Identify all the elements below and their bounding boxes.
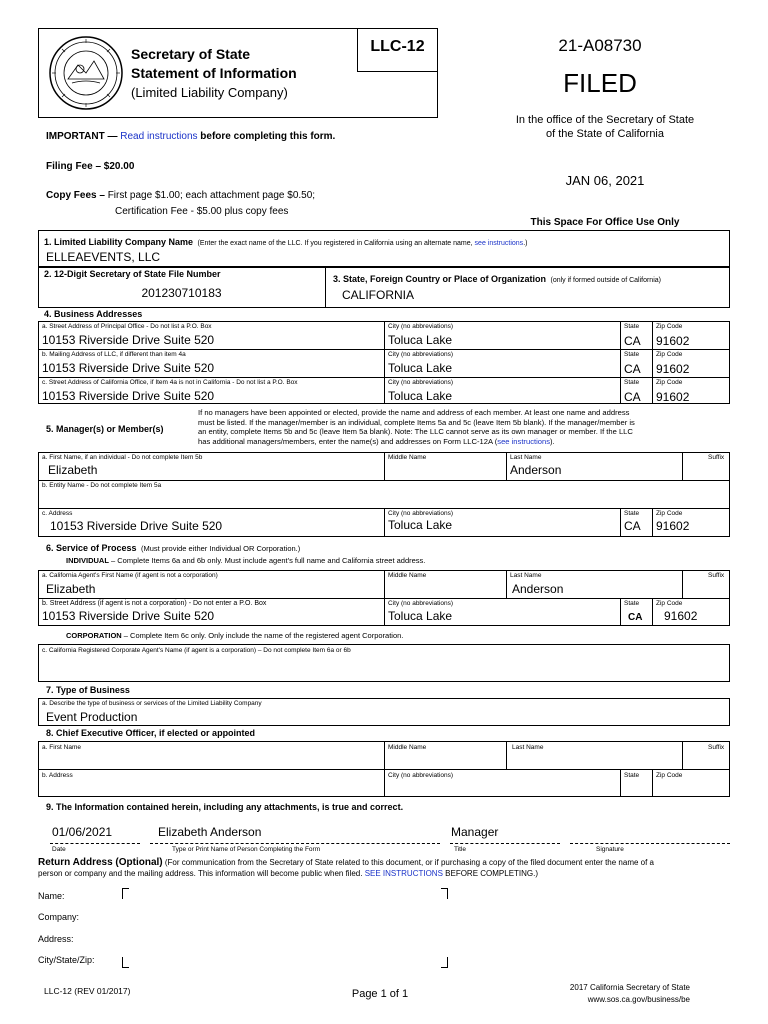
important-prefix: IMPORTANT — [46, 131, 121, 142]
return-address-label: Address: [38, 934, 74, 944]
s5c-city-label: City (no abbreviations) [388, 510, 454, 517]
s8-label: 8. Chief Executive Officer, if elected or appointed [46, 728, 256, 738]
s6-corporation-line [66, 631, 403, 640]
s6a-last-label: Last Name [510, 572, 542, 579]
s6a-first-label: a. California Agent's First Name (if agent is not a corporation) [42, 572, 218, 579]
copy-fees-line2: Certification Fee - $5.00 plus copy fees [115, 206, 289, 217]
s5a-suffix-label: Suffix [708, 454, 725, 461]
document-number: 21-A08730 [558, 36, 642, 55]
important-suffix: before completing this form. [197, 131, 336, 142]
section-1-label [44, 232, 527, 250]
s5-desc-1: If no managers have been appointed or elected, provide the name and address of each member. At least one name and address [198, 408, 630, 417]
s5a-first-field[interactable]: Elizabeth [48, 463, 98, 477]
file-number-field[interactable]: 201230710183 [141, 286, 222, 300]
s6b-zip-label: Zip Code [656, 600, 683, 607]
llc-name-field[interactable]: ELLEAEVENTS, LLC [46, 250, 161, 264]
s4b-zip-field[interactable]: 91602 [656, 362, 690, 376]
s4b-city-label: City (no abbreviations) [388, 351, 454, 358]
s5a-last-label: Last Name [510, 454, 542, 461]
important-line [46, 131, 335, 142]
footer-form-rev: LLC-12 (REV 01/2017) [44, 986, 131, 996]
s5-desc-3: an entity, complete Items 5b and 5c (leave Item 5a blank). Note: The LLC cannot serve as its own manager or member. If the LLC [198, 427, 633, 436]
s4a-zip-label: Zip Code [656, 323, 683, 330]
s6a-first-field[interactable]: Elizabeth [46, 582, 96, 596]
footer-url: www.sos.ca.gov/business/be [587, 995, 690, 1004]
s6b-city-label: City (no abbreviations) [388, 600, 454, 607]
footer-page: Page 1 of 1 [351, 988, 409, 1000]
s8b-city-label: City (no abbreviations) [388, 772, 454, 779]
bracket-bottom-right [441, 957, 448, 968]
office-line1: In the office of the Secretary of State [515, 114, 695, 126]
s4b-zip-label: Zip Code [656, 351, 683, 358]
state-of-organization-field[interactable]: CALIFORNIA [342, 288, 415, 302]
form-code: LLC-12 [370, 38, 425, 55]
s4b-addr-label: b. Mailing Address of LLC, if different than item 4a [42, 351, 186, 358]
s6b-addr-label: b. Street Address (if agent is not a corporation) - Do not enter a P.O. Box [42, 600, 267, 607]
filed-date: JAN 06, 2021 [565, 173, 645, 188]
s4a-addr-field[interactable]: 10153 Riverside Drive Suite 520 [42, 333, 215, 347]
footer-copyright: 2017 California Secretary of State [569, 983, 690, 992]
header-title-2: Statement of Information [131, 65, 297, 81]
s6b-state-label: State [624, 600, 640, 607]
s5c-addr-field[interactable]: 10153 Riverside Drive Suite 520 [50, 519, 223, 533]
return-city-label: City/State/Zip: [38, 955, 95, 965]
s9-signature-label: Signature [596, 846, 624, 853]
s6-individual-label: INDIVIDUAL [66, 556, 109, 565]
s6a-suffix-label: Suffix [708, 572, 725, 579]
s1-hint: (Enter the exact name of the LLC. If you registered in California using an alternate name, [197, 240, 475, 247]
s3-label: 3. State, Foreign Country or Place of Organization [333, 274, 547, 284]
s5c-state-label: State [624, 510, 640, 517]
copy-fees [46, 190, 315, 201]
s6b-zip-field[interactable]: 91602 [664, 609, 698, 623]
s9-date-label: Date [52, 846, 66, 853]
s4c-zip-label: Zip Code [656, 379, 683, 386]
s5b-entity-label: b. Entity Name - Do not complete Item 5a [42, 482, 162, 489]
s4a-state-field[interactable]: CA [624, 334, 641, 348]
bracket-bottom-left [122, 957, 129, 968]
s9-date-field[interactable]: 01/06/2021 [52, 825, 113, 839]
header-title-3: (Limited Liability Company) [131, 85, 288, 100]
s5-desc-4: has additional managers/members, enter the name(s) and addresses on Form LLC-12A ( [198, 436, 498, 446]
s4a-zip-field[interactable]: 91602 [656, 334, 690, 348]
s6-corp-label: CORPORATION [66, 631, 122, 640]
return-text2: person or company and the mailing address. This information will become public when filed. [38, 869, 365, 878]
s9-name-label: Type or Print Name of Person Completing the Form [172, 846, 321, 853]
section-3-label [333, 269, 661, 287]
s6a-middle-label: Middle Name [388, 572, 427, 579]
s7-label: 7. Type of Business [46, 685, 130, 695]
s7-business-type-field[interactable]: Event Production [46, 710, 138, 724]
s5a-first-label: a. First Name, if an individual - Do not complete Item 5b [42, 454, 203, 461]
s6-individual-line [66, 556, 425, 565]
s8b-zip-label: Zip Code [656, 772, 683, 779]
copy-fees-label: Copy Fees – [46, 190, 108, 201]
s2-label: 2. 12-Digit Secretary of State File Number [44, 269, 221, 279]
s4a-state-label: State [624, 323, 640, 330]
s6b-city-field[interactable]: Toluca Lake [388, 609, 453, 623]
section-6-label [46, 538, 300, 556]
s4c-addr-field[interactable]: 10153 Riverside Drive Suite 520 [42, 389, 215, 403]
bracket-top-right [441, 888, 448, 899]
s1-hint-end: .) [523, 240, 528, 247]
s6c-corp-label: c. California Registered Corporate Agent's Name (if agent is a corporation) – Do not complete Item 6a or 6b [42, 647, 351, 654]
s5-desc-end: ). [550, 436, 555, 446]
s4c-addr-label: c. Street Address of California Office, if Item 4a is not in California - Do not list a P.O. Box [42, 379, 298, 386]
s1-label: 1. Limited Liability Company Name [44, 237, 194, 247]
state-seal-logo [48, 35, 124, 111]
s4a-city-field[interactable]: Toluca Lake [388, 333, 453, 347]
s5-desc [198, 408, 728, 446]
s8a-first-label: a. First Name [42, 744, 82, 751]
s6-hint: (Must provide either Individual OR Corporation.) [141, 544, 301, 553]
s9-label: 9. The Information contained herein, including any attachments, is true and correct. [46, 802, 404, 812]
s5c-zip-label: Zip Code [656, 510, 683, 517]
return-instructions-link[interactable]: SEE INSTRUCTIONS [364, 869, 443, 878]
copy-fees-line1: First page $1.00; each attachment page $0.50; [107, 190, 316, 201]
s6-label: 6. Service of Process [46, 543, 137, 553]
s4c-city-label: City (no abbreviations) [388, 379, 454, 386]
s5c-state-field[interactable]: CA [624, 519, 641, 533]
return-label: Return Address (Optional) [38, 857, 163, 868]
return-text3: BEFORE COMPLETING.) [442, 869, 539, 878]
bracket-top-left [122, 888, 129, 899]
s4-label: 4. Business Addresses [44, 309, 143, 319]
s4c-city-field[interactable]: Toluca Lake [388, 389, 453, 403]
return-text1: (For communication from the Secretary of State related to this document, or if purchasing a copy of the filed document enter the name of a [162, 858, 655, 867]
return-company-label: Company: [38, 912, 80, 922]
s9-title-field[interactable]: Manager [451, 825, 499, 839]
s8b-state-label: State [624, 772, 640, 779]
s4c-state-label: State [624, 379, 640, 386]
s6-corp-text: – Complete Item 6c only. Only include the name of the registered agent Corporation. [121, 631, 404, 640]
s6-individual-text: – Complete Items 6a and 6b only. Must include agent's full name and California street address. [108, 556, 426, 565]
s4b-city-field[interactable]: Toluca Lake [388, 361, 453, 375]
s4b-state-label: State [624, 351, 640, 358]
s5c-zip-field[interactable]: 91602 [656, 519, 690, 533]
s4b-state-field[interactable]: CA [624, 362, 641, 376]
s7-field-label: a. Describe the type of business or services of the Limited Liability Company [42, 700, 262, 707]
s5c-city-field[interactable]: Toluca Lake [388, 518, 453, 532]
s5-label: 5. Manager(s) or Member(s) [46, 424, 164, 434]
s6a-last-field[interactable]: Anderson [512, 582, 564, 596]
s8a-last-label: Last Name [512, 744, 544, 751]
s8b-addr-label: b. Address [42, 772, 73, 779]
s5a-last-field[interactable]: Anderson [510, 463, 562, 477]
filed-stamp: FILED [563, 68, 637, 98]
s6b-state-field[interactable]: CA [628, 612, 643, 623]
return-address-desc [38, 857, 733, 879]
s4c-state-field[interactable]: CA [624, 390, 641, 404]
office-use-label: This Space For Office Use Only [530, 217, 680, 228]
s5-desc-link[interactable]: see instructions [497, 436, 551, 446]
office-line2: of the State of California [545, 128, 664, 140]
filing-fee: Filing Fee – $20.00 [46, 161, 135, 172]
s8a-middle-label: Middle Name [388, 744, 427, 751]
s9-name-field[interactable]: Elizabeth Anderson [158, 825, 262, 839]
s4b-addr-field[interactable]: 10153 Riverside Drive Suite 520 [42, 361, 215, 375]
s4a-addr-label: a. Street Address of Principal Office - Do not list a P.O. Box [42, 323, 212, 330]
s5a-middle-label: Middle Name [388, 454, 427, 461]
s4c-zip-field[interactable]: 91602 [656, 390, 690, 404]
return-address-area[interactable] [122, 888, 448, 968]
s5-desc-2: must be listed. If the manager/member is an individual, complete Items 5a and 5c (leave Item 5b blank). If the manager/member is [198, 417, 635, 427]
s9-title-label: Title [454, 846, 467, 853]
s6b-addr-field[interactable]: 10153 Riverside Drive Suite 520 [42, 609, 215, 623]
s3-hint: (only if formed outside of California) [550, 277, 661, 284]
s4a-city-label: City (no abbreviations) [388, 323, 454, 330]
s5c-addr-label: c. Address [42, 510, 73, 517]
s8a-suffix-label: Suffix [708, 744, 725, 751]
s1-hint-link[interactable]: see instructions [474, 240, 524, 247]
header-title-1: Secretary of State [131, 46, 251, 62]
read-instructions-link[interactable]: Read instructions [120, 131, 198, 142]
return-name-label: Name: [38, 891, 65, 901]
